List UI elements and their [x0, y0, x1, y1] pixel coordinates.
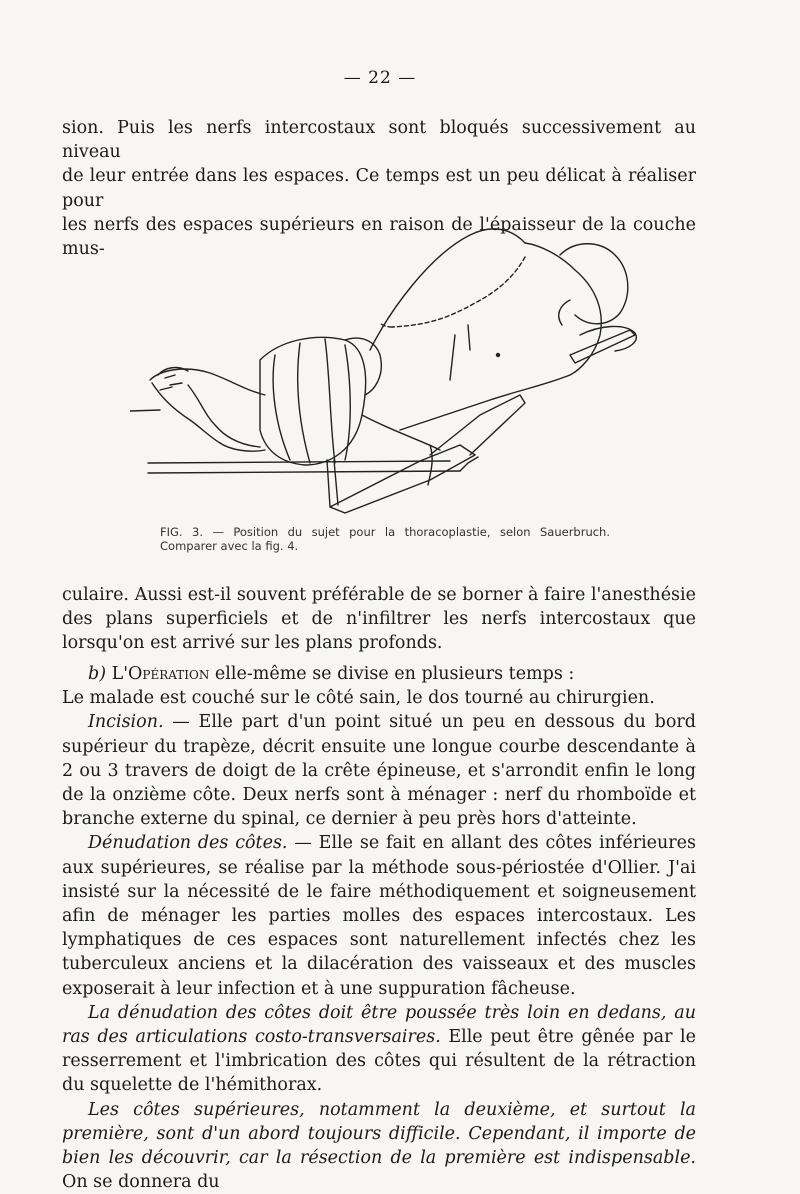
paragraph-text: culaire. Aussi est-il souvent préférable de se borner à faire l'anesthésie des plans superficiels et de n'infiltrer les nerfs intercostaux que lorsqu'on est arrivé sur les plans profonds. — [62, 585, 696, 654]
emphasis-rest-2: On se donnera du — [62, 1172, 220, 1193]
figure-illustration — [130, 215, 660, 515]
operation-section — [62, 662, 696, 1194]
emphasis-text-2: Les côtes supérieures, notamment la deuxième, et surtout la première, sont d'un abord toujours difficile. Cependant, il importe de bien les découvrir, car la résection de la première est indispensable. — [62, 1099, 696, 1169]
incision-paragraph — [62, 710, 696, 831]
incision-text: — Elle part d'un point situé un peu en dessous du bord supérieur du trapèze, décrit ensuite une longue courbe descendante à 2 ou 3 travers de doigt de la crête épineuse, et s'arrondit enfin le long de la onzième côte. Deux nerfs sont à ménager : nerf du rhomboïde et branche externe du spinal, ce dernier à peu près hors d'atteinte. — [62, 712, 696, 830]
caption-label: FIG. 3. — [160, 525, 203, 539]
figure-caption — [160, 525, 610, 553]
section-intro: elle-même se divise en plusieurs temps : — [209, 664, 575, 684]
text-line: sion. Puis les nerfs intercostaux sont bloqués successivement au niveau — [62, 118, 696, 163]
emphasis-paragraph-2 — [62, 1098, 696, 1194]
section-title: L'Opération — [111, 664, 210, 684]
incision-label: Incision. — [88, 712, 164, 733]
page-number: — 22 — — [343, 68, 417, 88]
text-line: les nerfs des espaces supérieurs en raison de l'épaisseur de la couche mus- — [62, 214, 696, 260]
text-line: de leur entrée dans les espaces. Ce temps est un peu délicat à réaliser pour — [62, 166, 696, 211]
emphasis-text-1: La dénudation des côtes doit être poussée très loin en dedans, au ras des articulations costo-transversaires. — [62, 1002, 696, 1048]
denudation-paragraph — [62, 831, 696, 1000]
middle-paragraph — [62, 583, 696, 656]
denudation-text: — Elle se fait en allant des côtes inférieures aux supérieures, se réalise par la méthode sous-périostée d'Ollier. J'ai insisté sur la nécessité de le faire méthodiquement et soigneusement afin de ménager les parties molles des espaces intercostaux. Les lymphatiques de ces espaces sont naturellement infectés chez les tuberculeux anciens et la dilacération des vaisseaux et des muscles exposerait à leur infection et à une suppuration fâcheuse. — [62, 833, 697, 999]
emphasis-rest-1: Elle peut être gênée par le resserrement et l'imbrication des côtes qui résultent de la rétraction du squelette de l'hémithorax. — [62, 1027, 696, 1096]
section-letter: b) — [88, 664, 107, 684]
emphasis-paragraph-1 — [62, 1001, 696, 1098]
caption-text: — Position du sujet pour la thoracoplastie, selon Sauerbruch. Comparer avec la fig. 4. — [160, 525, 611, 553]
denudation-label: Dénudation des côtes. — [88, 833, 288, 854]
position-line: Le malade est couché sur le côté sain, le dos tourné au chirurgien. — [62, 688, 655, 709]
surgical-position-drawing — [130, 215, 660, 515]
operation-heading-line — [62, 662, 696, 686]
